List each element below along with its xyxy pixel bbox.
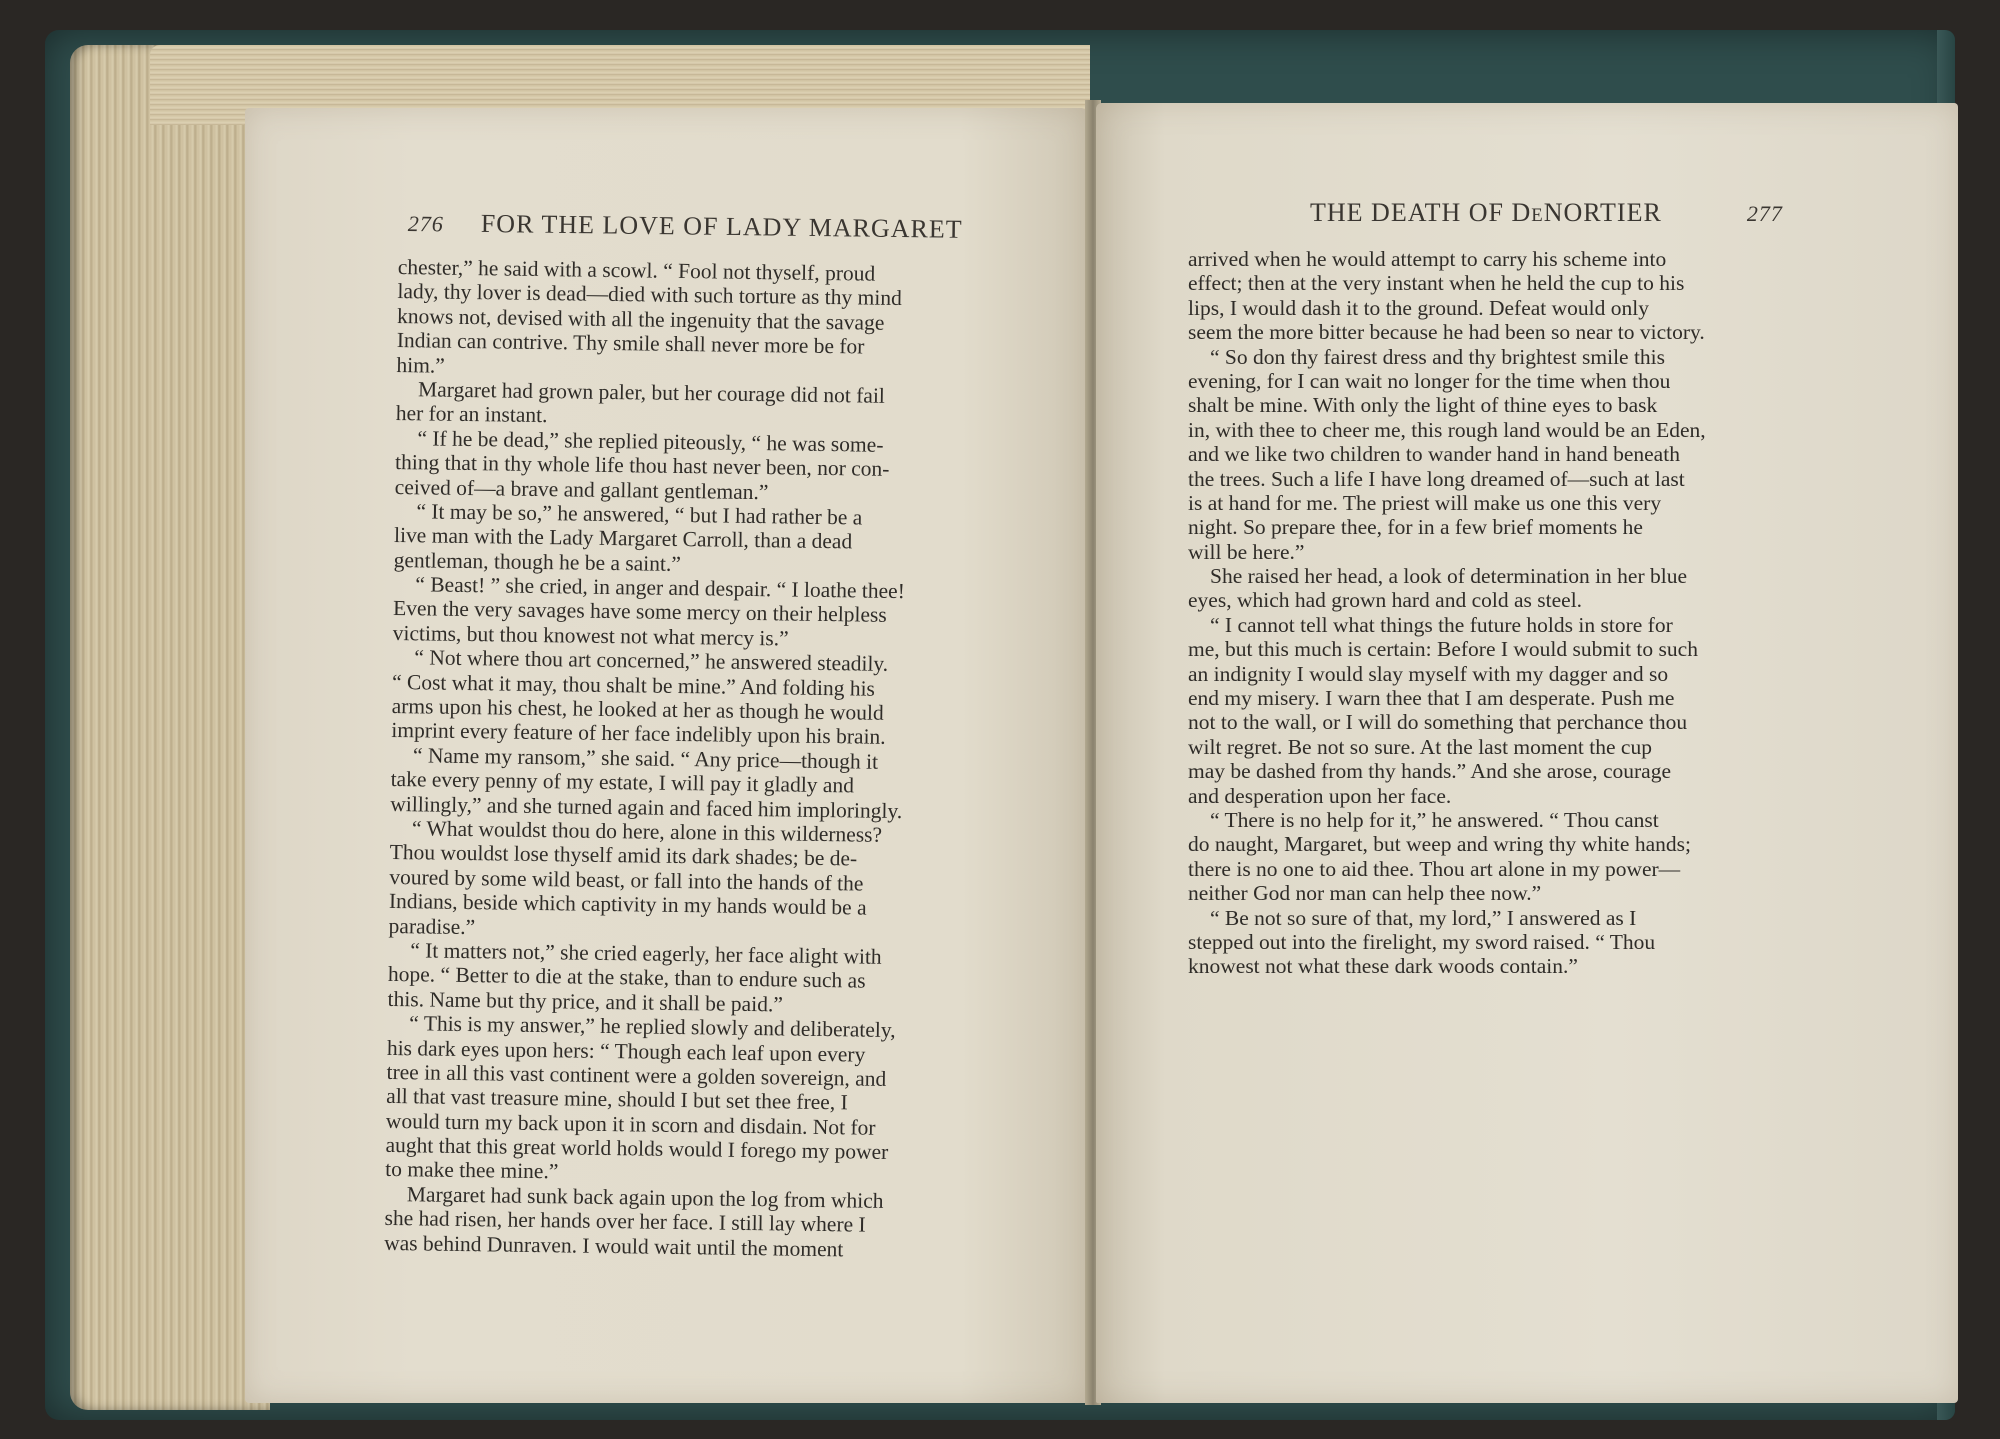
right-running-title: THE DEATH OF DENORTIER (1310, 198, 1662, 227)
text-line: voured by some wild beast, or fall into the hands of the (389, 864, 864, 896)
text-line: “ It may be so,” he answered, “ but I had rather be a (416, 499, 863, 530)
text-line: seem the more bitter because he had been so near to victory. (1188, 320, 1705, 345)
text-line: in, with thee to cheer me, this rough land would be an Eden, (1188, 417, 1706, 442)
text-line: “ If he be dead,” she replied piteously, “ he was some- (417, 426, 884, 457)
text-line: is at hand for me. The priest will make us one this very (1188, 490, 1662, 515)
text-line: “ I cannot tell what things the future holds in store for (1210, 612, 1673, 637)
text-line: his dark eyes upon hers: “ Though each leaf upon every (386, 1035, 866, 1067)
text-line: lips, I would dash it to the ground. Defeat would only (1188, 295, 1649, 320)
right-running-head (1310, 198, 1783, 228)
text-line: and we like two children to wander hand in hand beneath (1188, 442, 1680, 467)
text-line: and desperation upon her face. (1188, 783, 1452, 808)
text-line: Indian can contrive. Thy smile shall never more be for (396, 328, 865, 359)
text-line: Margaret had sunk back again upon the log from which (406, 1182, 884, 1213)
text-line: will be here.” (1188, 539, 1305, 564)
text-line: imprint every feature of her face indelibly upon his brain. (391, 718, 886, 750)
text-line: live man with the Lady Margaret Carroll, than a dead (393, 523, 853, 554)
text-line: was behind Dunraven. I would wait until the moment (384, 1230, 844, 1261)
text-line: “ It matters not,” she cried eagerly, her face alight with (410, 938, 882, 969)
text-line: hope. “ Better to die at the stake, than to endure such as (387, 962, 866, 993)
text-line: evening, for I can wait no longer for the time when thou (1188, 368, 1671, 393)
text-line: Indians, beside which captivity in my hands would be a (388, 889, 867, 920)
text-line: “ Be not so sure of that, my lord,” I answered as I (1210, 905, 1637, 930)
right-page-text (1188, 247, 1820, 979)
text-line: her for an instant. (395, 401, 548, 428)
text-line: all that vast treasure mine, should I but set thee free, I (386, 1084, 848, 1115)
text-line: knows not, devised with all the ingenuity that the savage (396, 303, 885, 335)
text-line: “ Not where thou art concerned,” he answered steadily. (414, 645, 889, 677)
text-line: “ There is no help for it,” he answered. “ Thou canst (1210, 807, 1659, 832)
text-line: arrived when he would attempt to carry his scheme into (1188, 247, 1667, 271)
text-line: she had risen, her hands over her face. I still lay where I (384, 1206, 866, 1237)
text-line: wilt regret. Be not so sure. At the last moment the cup (1188, 734, 1652, 759)
text-line: “ What wouldst thou do here, alone in this wilderness? (411, 816, 883, 847)
text-line: arms upon his chest, he looked at her as though he would (391, 693, 884, 725)
text-line: knowest not what these dark woods contain.” (1188, 954, 1578, 979)
text-line: chester,” he said with a scowl. “ Fool not thyself, proud (397, 255, 876, 286)
left-page-number: 276 (407, 210, 444, 237)
text-line: neither God nor man can help thee now.” (1188, 881, 1542, 906)
text-line: to make thee mine.” (385, 1157, 559, 1184)
text-line: shalt be mine. With only the light of thine eyes to bask (1188, 393, 1658, 418)
text-line: She raised her head, a look of determination in her blue (1210, 564, 1688, 589)
text-line: effect; then at the very instant when he held the cup to his (1188, 271, 1685, 296)
text-line: him.” (396, 352, 446, 378)
text-line: not to the wall, or I will do something that perchance thou (1188, 710, 1688, 735)
text-line: this. Name but thy price, and it shall be paid.” (387, 986, 784, 1017)
text-line: tree in all this vast continent were a golden sovereign, and (386, 1059, 887, 1091)
text-line: take every penny of my estate, I will pay it gladly and (390, 767, 855, 798)
text-line: “ Name my ransom,” she said. “ Any price—though it (412, 743, 879, 774)
text-line: thing that in thy whole life thou hast never been, nor con- (394, 450, 890, 482)
text-line: the trees. Such a life I have long dreamed of—such at last (1188, 466, 1685, 491)
text-line: gentleman, though he be a saint.” (393, 547, 682, 576)
text-line: end my misery. I warn thee that I am desperate. Push me (1188, 686, 1675, 711)
text-line: stepped out into the firelight, my sword raised. “ Thou (1188, 929, 1656, 954)
text-line: “ Cost what it may, thou shalt be mine.” And folding his (391, 669, 876, 701)
text-line: may be dashed from thy hands.” And she arose, courage (1188, 759, 1672, 784)
text-line: lady, thy lover is dead—died with such torture as thy mind (397, 279, 902, 311)
text-line: Margaret had grown paler, but her courage did not fail (417, 377, 886, 408)
left-running-title: FOR THE LOVE OF LADY MARGARET (480, 208, 963, 244)
text-line: Even the very savages have some mercy on their helpless (392, 596, 887, 628)
text-line: paradise.” (388, 913, 476, 939)
text-line: Thou wouldst lose thyself amid its dark shades; be de- (389, 840, 858, 871)
text-line: me, but this much is certain: Before I would submit to such (1188, 637, 1698, 662)
text-line: ceived of—a brave and gallant gentleman.” (394, 474, 769, 504)
left-page-text (384, 255, 1046, 1264)
text-line: eyes, which had grown hard and cold as steel. (1188, 588, 1583, 613)
right-page-number: 277 (1746, 201, 1783, 226)
text-line: victims, but thou knowest not what mercy is.” (392, 620, 789, 651)
text-line: night. So prepare thee, for in a few brief moments he (1188, 515, 1643, 540)
page-block-edge (70, 45, 270, 1410)
text-line: would turn my back upon it in scorn and disdain. Not for (385, 1108, 876, 1140)
text-line: there is no one to aid thee. Thou art alone in my power— (1188, 856, 1681, 881)
text-line: do naught, Margaret, but weep and wring thy white hands; (1188, 832, 1691, 857)
text-line: “ So don thy fairest dress and thy brightest smile this (1210, 344, 1666, 369)
text-line: aught that this great world holds would I forego my power (385, 1132, 889, 1164)
text-line: “ Beast! ” she cried, in anger and despair. “ I loathe thee! (415, 572, 906, 604)
text-line: an indignity I would slay myself with my dagger and so (1188, 661, 1669, 686)
text-line: willingly,” and she turned again and faced him imploringly. (390, 791, 903, 823)
text-line: “ This is my answer,” he replied slowly and deliberately, (409, 1011, 896, 1043)
